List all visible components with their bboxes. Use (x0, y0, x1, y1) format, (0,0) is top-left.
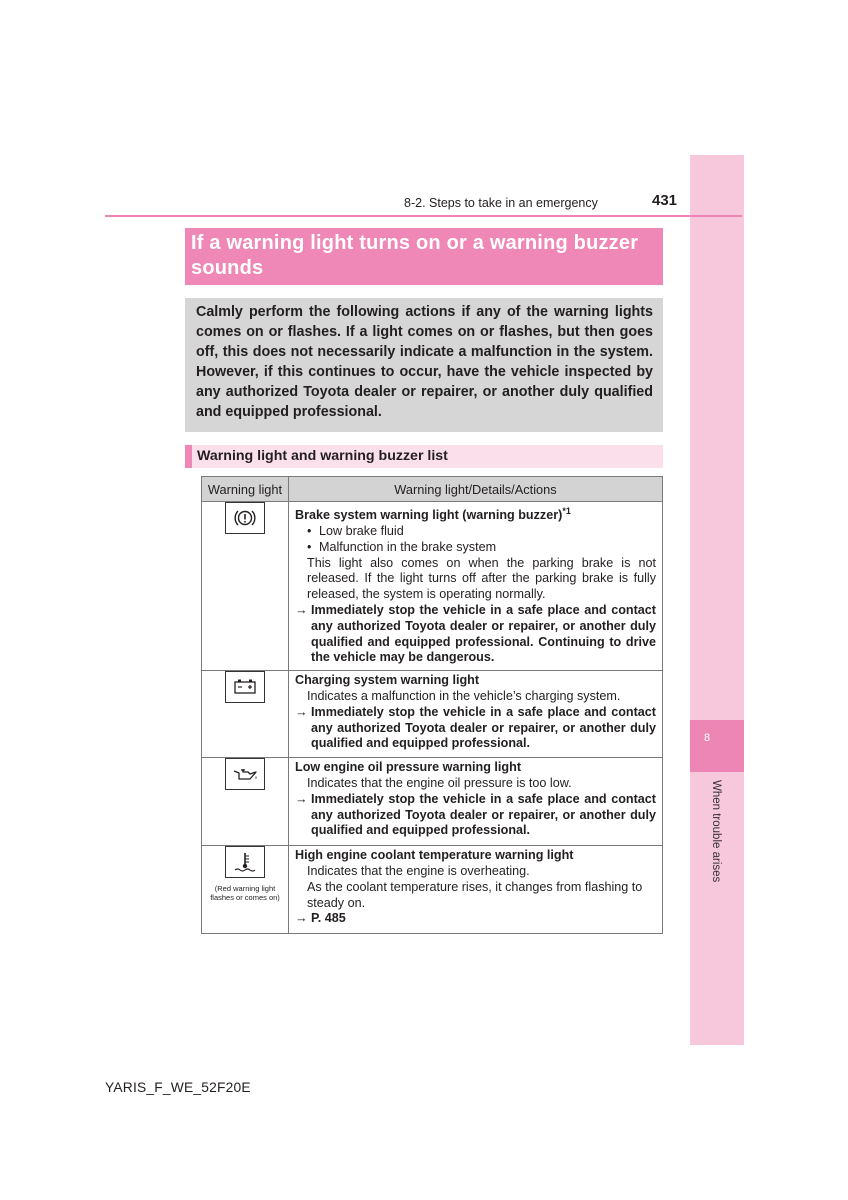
brake-warning-icon (225, 502, 265, 534)
warning-action: → Immediately stop the vehicle in a safe place and contact any authorized Toyota dealer or repairer, or another duly qualified and equipped professional. Continuing to drive the vehicle may be dangerous. (295, 602, 656, 665)
table-row (202, 758, 663, 846)
table-row (202, 671, 663, 758)
warning-detail-cell (289, 846, 663, 934)
warning-detail: Indicates that the engine is overheating. (307, 863, 530, 878)
icon-note: (Red warning light flashes or comes on) (210, 884, 280, 903)
column-header-details: Warning light/Details/Actions (289, 477, 663, 502)
chapter-title: When trouble arises (710, 780, 722, 883)
warning-detail-cell (289, 502, 663, 671)
chapter-number-tab (690, 720, 744, 772)
page-number: 431 (652, 192, 678, 209)
warning-light-cell (202, 758, 289, 846)
table-row (202, 502, 663, 671)
warning-detail-cell (289, 671, 663, 758)
warning-detail: Indicates that the engine oil pressure is too low. (307, 775, 572, 790)
title-banner (185, 228, 663, 285)
page-title: If a warning light turns on or a warning buzzer sounds (191, 232, 639, 279)
warning-action: → Immediately stop the vehicle in a safe place and contact any authorized Toyota dealer or repairer, or another duly qualified and equipped professional. (295, 704, 656, 751)
chapter-side-tab (690, 155, 744, 1045)
bullet-item: • Malfunction in the brake system (295, 540, 656, 556)
oil-can-icon (225, 758, 265, 790)
coolant-temperature-icon (225, 846, 265, 878)
warning-title: Brake system warning light (warning buzzer)$^{*1}$ (295, 506, 571, 523)
arrow-icon: → (295, 791, 308, 806)
warning-detail: This light also comes on when the parking brake is not released. If the light turns off after the parking brake is fully released, the system is operating normally. (307, 555, 656, 602)
intro-text: Calmly perform the following actions if any of the warning lights comes on or flashes. If a light comes on or flashes, but then goes off, this does not necessarily indicate a malfunction in the system. However, if this continues to occur, have the vehicle inspected by any authorized Toyota dealer or repairer, or another duly qualified and equipped professional. (196, 304, 653, 420)
column-header-warning-light: Warning light (202, 477, 289, 502)
arrow-icon: → (295, 602, 308, 617)
warning-detail-cell (289, 758, 663, 846)
warning-light-cell (202, 502, 289, 671)
arrow-icon: → (295, 911, 308, 926)
chapter-number: 8 (704, 732, 711, 744)
page-reference-link[interactable]: → P. 485 (295, 911, 346, 926)
section-heading: 8-2. Steps to take in an emergency (404, 196, 598, 210)
warning-title: Low engine oil pressure warning light (295, 760, 522, 775)
header-rule (105, 215, 742, 217)
warning-light-table (201, 476, 663, 934)
table-header-row (202, 477, 663, 502)
bullet-item: • Low brake fluid (295, 524, 656, 540)
intro-box (185, 298, 663, 432)
warning-action: → Immediately stop the vehicle in a safe place and contact any authorized Toyota dealer or repairer, or another duly qualified and equipped professional. (295, 791, 656, 838)
warning-light-cell (202, 846, 289, 934)
table-row (202, 846, 663, 934)
warning-light-cell (202, 671, 289, 758)
warning-detail: Indicates a malfunction in the vehicle’s charging system. (307, 688, 621, 703)
subsection-heading (185, 445, 663, 468)
warning-detail: As the coolant temperature rises, it changes from flashing to steady on. (307, 879, 643, 910)
footnote-marker: *1 (562, 506, 571, 516)
warning-title: Charging system warning light (295, 673, 480, 688)
arrow-icon: → (295, 704, 308, 719)
battery-icon (225, 671, 265, 703)
warning-title: High engine coolant temperature warning light (295, 848, 574, 863)
document-code: YARIS_F_WE_52F20E (105, 1080, 251, 1095)
subsection-title: Warning light and warning buzzer list (197, 448, 448, 464)
